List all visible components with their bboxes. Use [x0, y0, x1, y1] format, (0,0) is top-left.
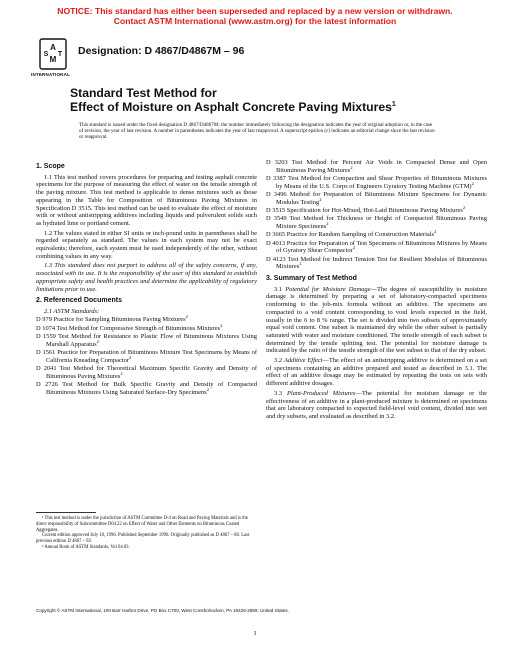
- scope-heading: 1. Scope: [36, 163, 65, 170]
- ref-text: D 3496 Method for Preparation of Bituminous Mixture Specimens for Dynamic Modulus Testing: [266, 191, 487, 206]
- ref-item: [266, 256, 487, 271]
- svg-text:T: T: [57, 51, 63, 58]
- ref-text: D 4123 Test Method for Indirect Tension Test for Resilient Modulus of Bituminous Mixtures: [266, 255, 487, 271]
- ref-item: [266, 231, 487, 239]
- para-body: —The degree of susceptibility to moisture damage is determined by preparing a set of laboratory-compacted specimens conforming to the job-mix formula without an additive. The specimens are compacted to a void content corresponding to void levels expected in the field, usually in the 6 to 8 % range. The set is divided into two subsets of approximately equal void content. One subset is maintained dry while the other subset is partially saturated with water and moisture conditioned. The tensile strength of each subset is determined by the tensile splitting test. The potential for moisture damage is indicated by the ratio of the tensile strength of the wet subset to that of the dry subset.: [266, 285, 488, 355]
- astm-logo-icon: [38, 37, 68, 71]
- footnote-divider: [36, 512, 96, 513]
- ref-sup: 2: [120, 370, 123, 376]
- ref-item: [266, 175, 487, 190]
- ref-item: [36, 316, 257, 324]
- ref-sup: 2: [462, 204, 466, 210]
- svg-text:S: S: [43, 51, 49, 58]
- astm-standards-label: 2.1 ASTM Standards:: [44, 307, 100, 315]
- ref-item: [36, 333, 257, 348]
- summary-p1: [266, 286, 487, 355]
- svg-text:A: A: [50, 43, 56, 52]
- para-body: —The potential for moisture damage or the effectiveness of an additive in a plant-produced mixture is determined on specimens that are laboratory compacted to expected field-level void content, divided into wet and dry subsets, and evaluated as described in 3.2.: [266, 389, 488, 420]
- ref-item: [36, 349, 257, 364]
- scope-p3: 1.3 This standard does not purport to address all of the safety concerns, if any, associated with its use. It is the responsibility of the user of this standard to establish appropriate safety and health practices and determine the applicability of regulatory limitations prior to use.: [36, 262, 257, 293]
- ref-sup: 2: [434, 229, 437, 235]
- ref-text: D 2041 Test Method for Theoretical Maximum Specific Gravity and Density of Bituminous Paving Mixtures: [36, 364, 257, 380]
- para-number: 3.1: [274, 285, 286, 293]
- ref-item: [36, 381, 257, 396]
- ref-text: D 1074 Test Method for Compressive Strength of Bituminous Mixtures: [36, 324, 221, 332]
- copyright: Copyright © ASTM International, 100 Barr Harbor Drive, PO Box C700, West Conshohocken, PA 19428-2959, United States.: [36, 608, 289, 613]
- ref-item: [266, 159, 487, 174]
- page-title: [70, 86, 396, 114]
- left-column: [36, 159, 257, 397]
- ref-sup: 2: [96, 338, 99, 344]
- references-heading: 2. Referenced Documents: [36, 297, 122, 305]
- ref-text: D 3549 Test Method for Thickness or Height of Compacted Bituminous Paving Mixture Specimens: [266, 215, 487, 230]
- issued-note: This standard is issued under the fixed designation D 4867/D4867M; the number immediately following the designation indicates the year of original adoption or, in the case of revision, the year of last revision. A number in parentheses indicates the year of last reapproval. A superscript epsilon (ε) indicates an editorial change since the last revision or reapproval.: [79, 122, 435, 141]
- ref-sup: 2: [350, 164, 353, 170]
- title-line-1: Standard Test Method for: [70, 86, 217, 100]
- designation: Designation: D 4867/D4867M – 96: [78, 45, 245, 57]
- ref-item: [266, 204, 487, 215]
- ref-item: [36, 365, 257, 380]
- right-column: [266, 159, 487, 423]
- summary-p2: [266, 357, 487, 388]
- ref-item: [266, 215, 487, 230]
- svg-text:M: M: [49, 55, 57, 64]
- ref-sup: 2: [471, 180, 474, 186]
- para-title: Plant-Produced Mixtures: [286, 389, 356, 397]
- ref-text: D 1561 Practice for Preparation of Bituminous Mixture Test Specimens by Means of California Kneading Compactor: [36, 348, 257, 364]
- para-title: Additive Effect: [283, 357, 323, 365]
- scope-p1: 1.1 This test method covers procedures for preparing and testing asphalt concrete specimens for the purpose of measuring the effect of water on the tensile strength of the paving mixture. This test method is applicable to dense mixtures such as those appearing in the Table for Composition of Bituminous Paving Mixtures in Specification D 3515. This test method can be used to evaluate the effect of moisture with or without antistripping additives including liquids and pulverulent solids such as hydrated lime or portland cement.: [36, 173, 257, 227]
- scope-p2: 1.2 The values stated in either SI units or inch-pound units in parentheses shall be regarded separately as standard. The values in each system may not be exact equivalents; therefore, each system must be used independently of the other, without combining values in any way.: [36, 229, 257, 260]
- ref-text: D 4013 Practice for Preparation of Test Specimens of Bituminous Mixtures by Means of Gyratory Shear Compactor: [266, 239, 487, 255]
- ref-sup: 2: [185, 314, 188, 320]
- ref-sup: 2: [299, 261, 302, 267]
- summary-p3: [266, 390, 487, 421]
- ref-item: [266, 191, 487, 206]
- ref-text: D 3665 Practice for Random Sampling of Construction Materials: [266, 231, 435, 239]
- para-number: 3.2: [274, 357, 284, 365]
- footnote-1b: Current edition approved July 10, 1996. Published September 1996. Originally published as D 4867 – 88. Last previous edition D 4867 – 92.: [36, 533, 250, 545]
- ref-sup: 2: [319, 196, 322, 202]
- ref-text: D 2726 Test Method for Bulk Specific Gravity and Density of Compacted Bituminous Mixtures Using Saturated Surface-Dry Specimens: [36, 380, 257, 396]
- para-number: 3.3: [274, 389, 287, 397]
- ref-sup: 2: [128, 354, 132, 360]
- ref-text: D 1559 Test Method for Resistance to Plastic Flow of Bituminous Mixtures Using Marshall Apparatus: [36, 332, 257, 348]
- page-number: 1: [253, 630, 257, 637]
- ref-item: [36, 322, 257, 333]
- ref-text: D 979 Practice for Sampling Bituminous Paving Mixtures: [36, 316, 186, 324]
- title-main: Effect of Moisture on Asphalt Concrete Paving Mixtures: [70, 100, 392, 114]
- notice-line-2: Contact ASTM International (www.astm.org) for the latest information: [113, 16, 397, 26]
- supersede-notice: [0, 6, 510, 26]
- notice-line-1: NOTICE: This standard has either been superseded and replaced by a new version or withdrawn.: [57, 6, 453, 16]
- logo-caption: INTERNATIONAL: [31, 72, 71, 77]
- ref-text: D 3387 Test Method for Compaction and Shear Properties of Bituminous Mixtures by Means of the U.S. Corps of Engineers Gyratory Testing Machine (GTM): [266, 175, 487, 190]
- para-body: —The effect of an antistripping additive is determined on a set of specimens containing an additive prepared and tested as described in 3.1. The effect of an additive dosage may be estimated by repeating the tests on sets with different additive dosages.: [266, 357, 488, 388]
- ref-item: [266, 240, 487, 255]
- footnote-2: ² Annual Book of ASTM Standards, Vol 04.03.: [42, 544, 130, 550]
- footnote-1: ¹ This test method is under the jurisdiction of ASTM Committee D-4 on Road and Paving Materials and is the direct responsibility of Subcommittee D04.22 on Effect of Water and Other Elements on Bituminous Coated Aggregates.: [36, 516, 248, 533]
- ref-sup: 2: [326, 220, 329, 226]
- para-title: Potential for Moisture Damage: [285, 285, 371, 293]
- title-footnote-ref: 1: [391, 100, 396, 108]
- footnotes: [36, 516, 257, 551]
- ref-text: D 3515 Specification for Hot-Mixed, Hot-Laid Bituminous Paving Mixtures: [266, 207, 463, 214]
- title-line-2: [70, 100, 396, 114]
- ref-sup: 2: [220, 322, 223, 328]
- ref-sup: 2: [206, 386, 209, 392]
- ref-text: D 3203 Test Method for Percent Air Voids in Compacted Dense and Open Bituminous Paving Mixtures: [266, 159, 487, 174]
- summary-heading: 3. Summary of Test Method: [266, 275, 357, 282]
- ref-sup: 2: [352, 245, 355, 251]
